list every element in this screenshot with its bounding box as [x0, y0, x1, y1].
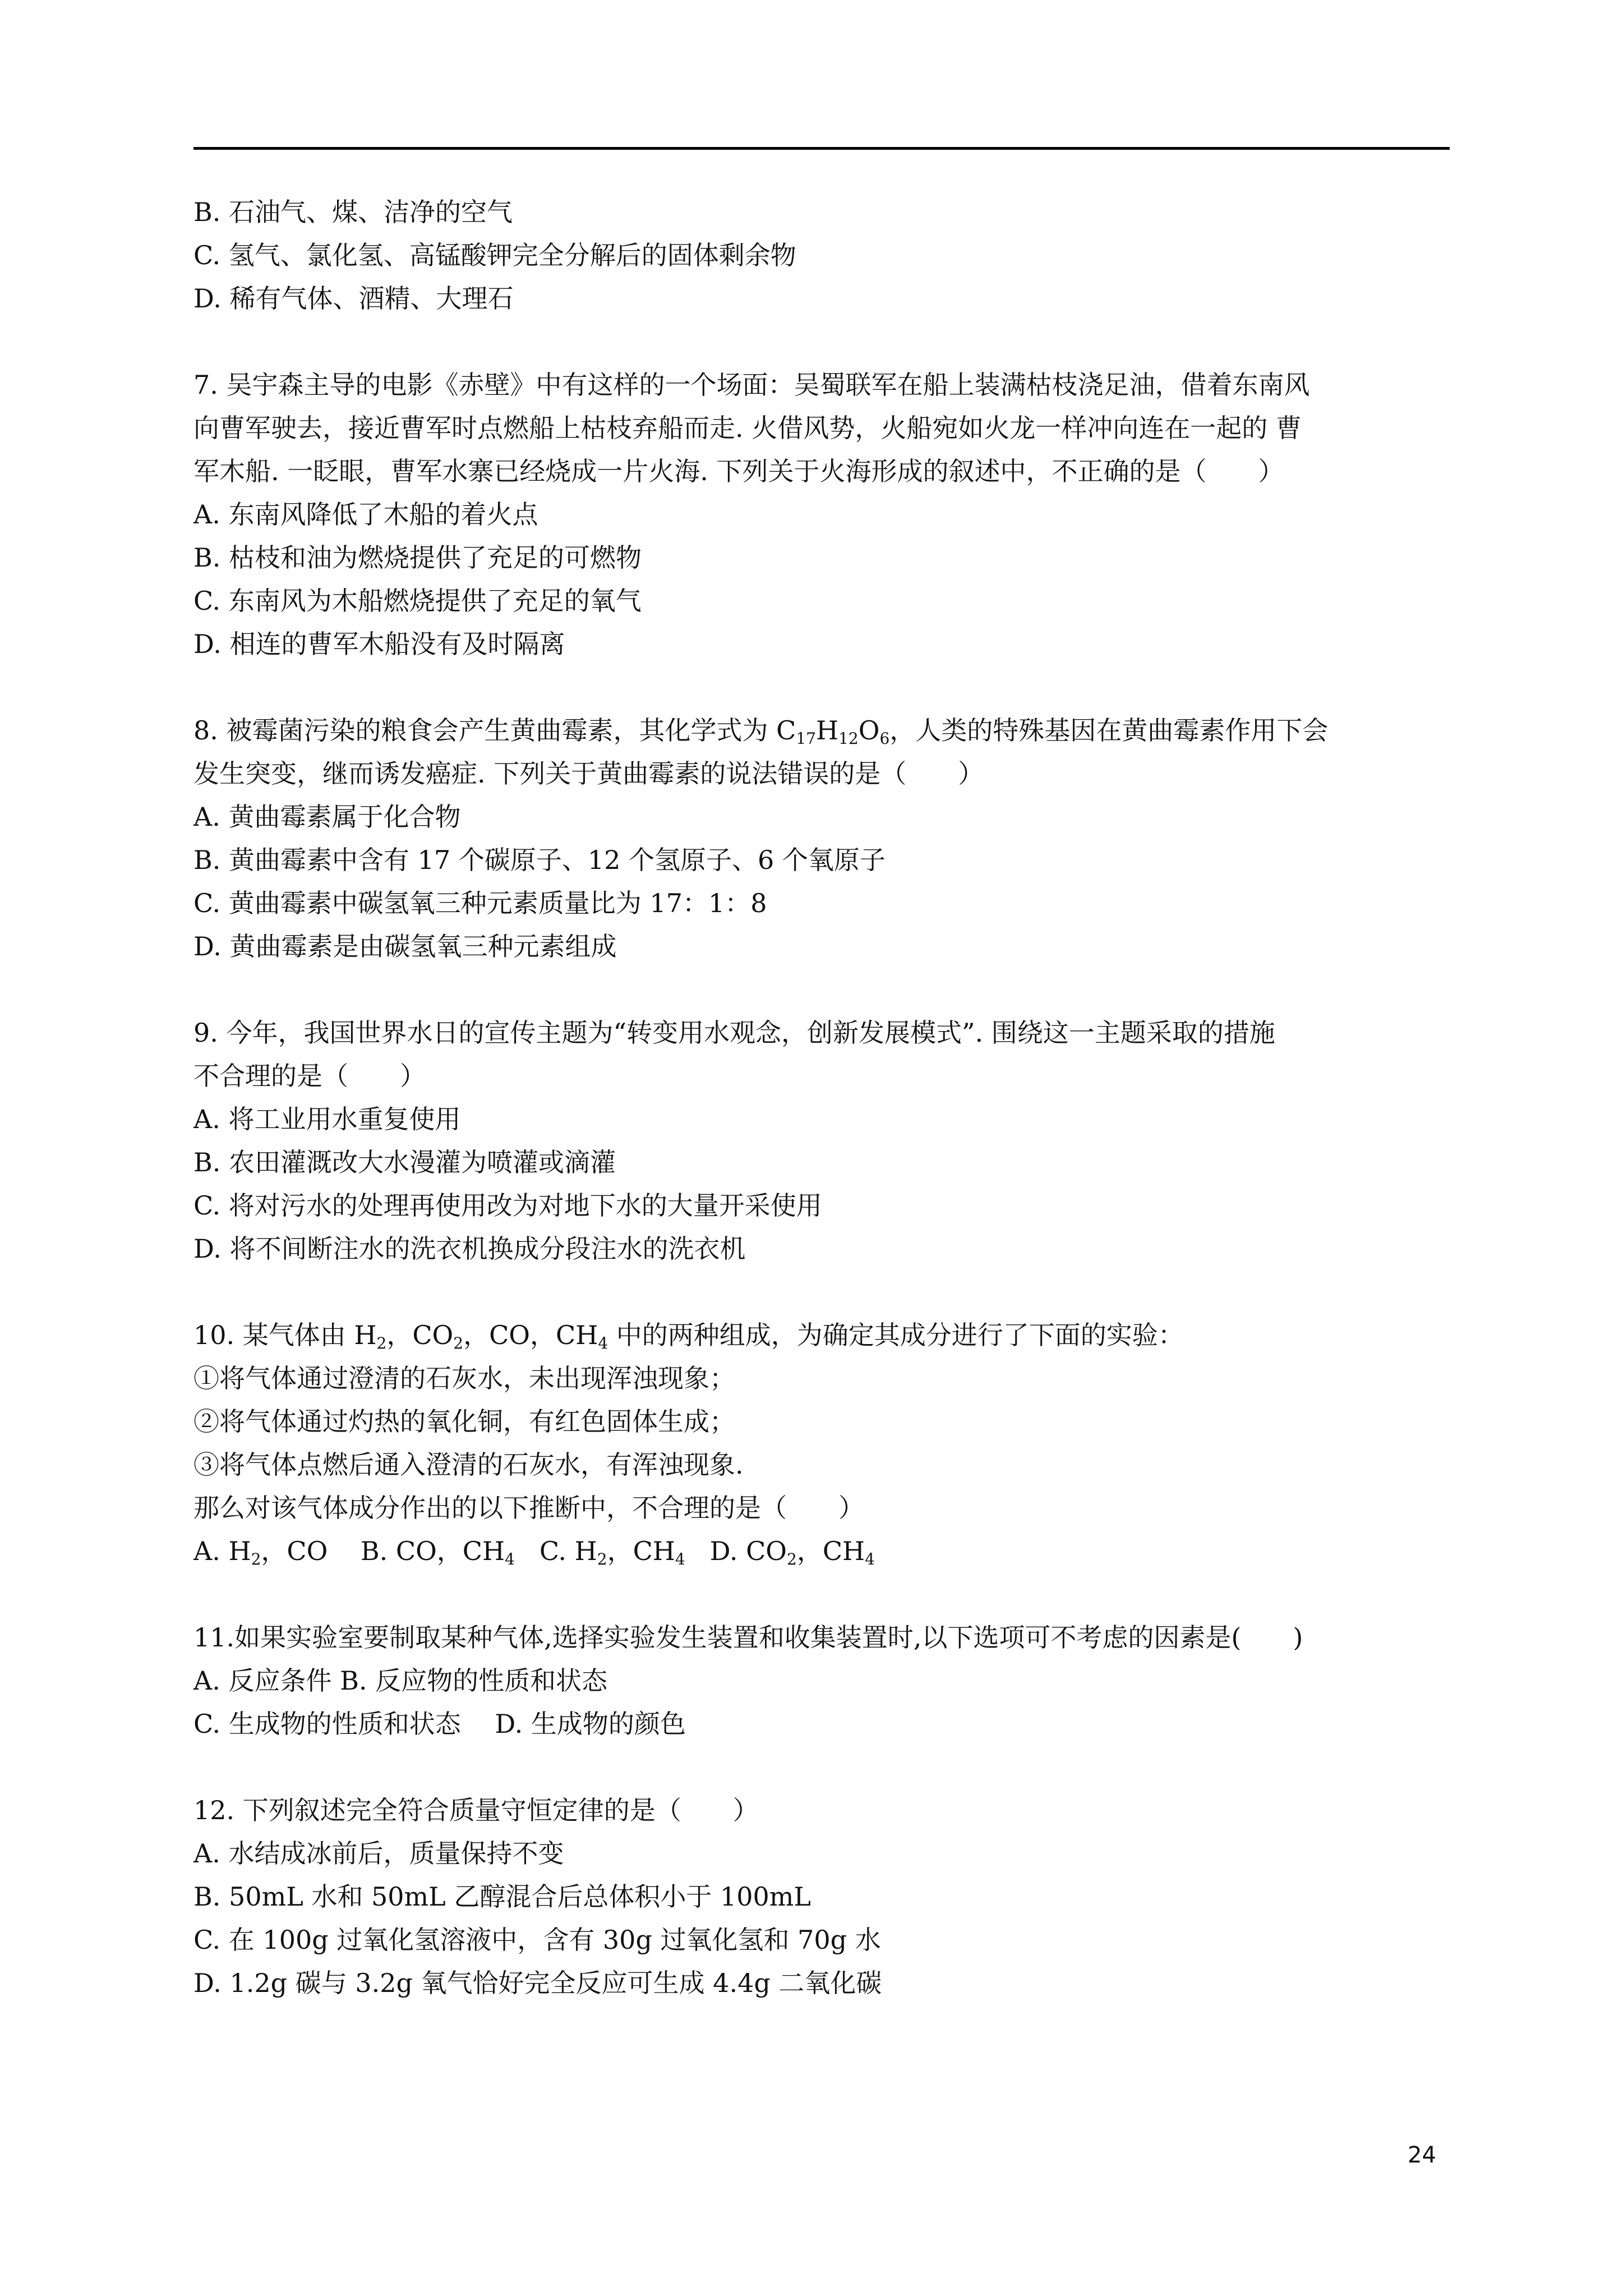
q10-stem-mid-1: ，CO [386, 1320, 454, 1350]
q12-option-d: D. 1.2g 碳与 3.2g 氧气恰好完全反应可生成 4.4g 二氧化碳 [193, 1968, 882, 1998]
q7-stem-line-3: 军木船. 一眨眼，曹军水寨已经烧成一片火海. 下列关于火海形成的叙述中，不正确的是（ ） [193, 456, 1284, 486]
q9-stem-line-1: 9. 今年，我国世界水日的宣传主题为“转变用水观念，创新发展模式”. 围绕这一主题采取的措施 [193, 1018, 1275, 1048]
q10-option-a-text: A. H [193, 1536, 251, 1566]
q7-option-a: A. 东南风降低了木船的着火点 [193, 499, 538, 530]
spacer [193, 666, 1450, 709]
q10-options [193, 1530, 1450, 1573]
q10-option-a [193, 1536, 328, 1566]
q10-option-c [540, 1536, 685, 1566]
q8-option-a: A. 黄曲霉素属于化合物 [193, 802, 461, 832]
q11-options-line-2: C. 生成物的性质和状态 D. 生成物的颜色 [193, 1709, 686, 1739]
formula-h: H [815, 715, 839, 746]
q10-option-c-sub-2: 4 [675, 1550, 685, 1568]
ch4-subscript: 4 [598, 1334, 608, 1352]
q7-stem-line-1: 7. 吴宇森主导的电影《赤壁》中有这样的一个场面：吴蜀联军在船上装满枯枝浇足油，借着东南风 [193, 370, 1310, 400]
q10-option-d-text: D. CO [709, 1536, 787, 1566]
q8-stem-suffix: ，人类的特殊基因在黄曲霉素作用下会 [889, 715, 1329, 746]
q12-stem: 12. 下列叙述完全符合质量守恒定律的是（ ） [193, 1795, 759, 1825]
formula-o: O [858, 715, 880, 746]
question-8 [193, 709, 1450, 968]
q6-option-c: C. 氢气、氯化氢、高锰酸钾完全分解后的固体剩余物 [193, 240, 796, 270]
q10-option-b-sub: 4 [505, 1550, 515, 1568]
q10-option-b-text: B. CO，CH [360, 1536, 505, 1566]
q9-option-d: D. 将不间断注水的洗衣机换成分段注水的洗衣机 [193, 1234, 746, 1264]
q7-option-d: D. 相连的曹军木船没有及时隔离 [193, 629, 565, 659]
q10-option-b [361, 1536, 515, 1566]
q12-option-b: B. 50mL 水和 50mL 乙醇混合后总体积小于 100mL [193, 1881, 811, 1912]
q10-option-c-rest: ，CH [607, 1536, 675, 1566]
q10-option-d-sub: 2 [787, 1550, 797, 1568]
question-9 [193, 1011, 1450, 1271]
q6-option-d: D. 稀有气体、酒精、大理石 [193, 283, 514, 314]
spacer [193, 1573, 1450, 1616]
spacer [193, 1271, 1450, 1314]
question-10 [193, 1314, 1450, 1573]
q10-option-a-sub: 2 [251, 1550, 261, 1568]
q8-stem-line-2: 发生突变，继而诱发癌症. 下列关于黄曲霉素的说法错误的是（ ） [193, 758, 984, 789]
q8-stem-prefix: 8. 被霉菌污染的粮食会产生黄曲霉素，其化学式为 [193, 715, 777, 746]
q7-stem-line-2: 向曹军驶去，接近曹军时点燃船上枯枝弃船而走. 火借风势，火船宛如火龙一样冲向连在一起的 曹 [193, 413, 1302, 443]
question-11 [193, 1616, 1450, 1746]
q9-option-a: A. 将工业用水重复使用 [193, 1104, 461, 1134]
q10-stem-prefix: 10. 某气体由 H [193, 1320, 377, 1350]
q10-stem-suffix: 中的两种组成，为确定其成分进行了下面的实验： [608, 1320, 1184, 1350]
q10-option-a-rest: ，CO [261, 1536, 328, 1566]
q10-option-d-rest: ，CH [796, 1536, 865, 1566]
spacer [193, 1746, 1450, 1789]
q12-option-c: C. 在 100g 过氧化氢溶液中，含有 30g 过氧化氢和 70g 水 [193, 1925, 881, 1955]
co2-subscript: 2 [453, 1334, 464, 1352]
q11-stem: 11.如果实验室要制取某种气体,选择实验发生装置和收集装置时,以下选项可不考虑的因素是( ) [193, 1622, 1303, 1653]
spacer [193, 320, 1450, 364]
question-12 [193, 1789, 1450, 2005]
page-number: 24 [1408, 2142, 1436, 2168]
q10-option-d-sub-2: 4 [865, 1550, 875, 1568]
q9-option-c: C. 将对污水的处理再使用改为对地下水的大量开采使用 [193, 1190, 822, 1221]
q10-question: 那么对该气体成分作出的以下推断中，不合理的是（ ） [193, 1493, 864, 1523]
q9-stem-line-2: 不合理的是（ ） [193, 1061, 426, 1091]
q10-step-3: ③将气体点燃后通入澄清的石灰水，有浑浊现象. [193, 1450, 744, 1480]
q7-option-c: C. 东南风为木船燃烧提供了充足的氧气 [193, 586, 642, 616]
question-7 [193, 364, 1450, 666]
header-rule [193, 147, 1450, 150]
q7-option-b: B. 枯枝和油为燃烧提供了充足的可燃物 [193, 542, 642, 573]
q8-option-d: D. 黄曲霉素是由碳氢氧三种元素组成 [193, 931, 617, 961]
q8-option-c: C. 黄曲霉素中碳氢氧三种元素质量比为 17：1：8 [193, 888, 767, 918]
formula-c: C [776, 715, 796, 746]
spacer [193, 968, 1450, 1011]
q6-option-b: B. 石油气、煤、洁净的空气 [193, 197, 513, 227]
q10-stem [193, 1314, 1450, 1357]
q10-stem-mid-2: ，CO，CH [463, 1320, 598, 1350]
q11-options-line-1: A. 反应条件 B. 反应物的性质和状态 [193, 1665, 608, 1696]
formula-o-subscript: 6 [879, 729, 890, 748]
q8-stem-line-1 [193, 709, 1450, 752]
q10-step-1: ①将气体通过澄清的石灰水，未出现浑浊现象； [193, 1363, 735, 1393]
q9-option-b: B. 农田灌溉改大水漫灌为喷灌或滴灌 [193, 1147, 616, 1177]
q10-option-c-text: C. H [539, 1536, 597, 1566]
q8-option-b: B. 黄曲霉素中含有 17 个碳原子、12 个氢原子、6 个氧原子 [193, 845, 886, 875]
page-content [193, 191, 1450, 2005]
q10-step-2: ②将气体通过灼热的氧化铜，有红色固体生成； [193, 1406, 735, 1437]
q12-option-a: A. 水结成冰前后，质量保持不变 [193, 1838, 564, 1869]
formula-c-subscript: 17 [796, 729, 816, 748]
formula-h-subscript: 12 [838, 729, 859, 748]
h2-subscript: 2 [376, 1334, 387, 1352]
question-6-options [193, 191, 1450, 320]
q10-option-d [710, 1536, 875, 1566]
q10-option-c-sub: 2 [597, 1550, 607, 1568]
